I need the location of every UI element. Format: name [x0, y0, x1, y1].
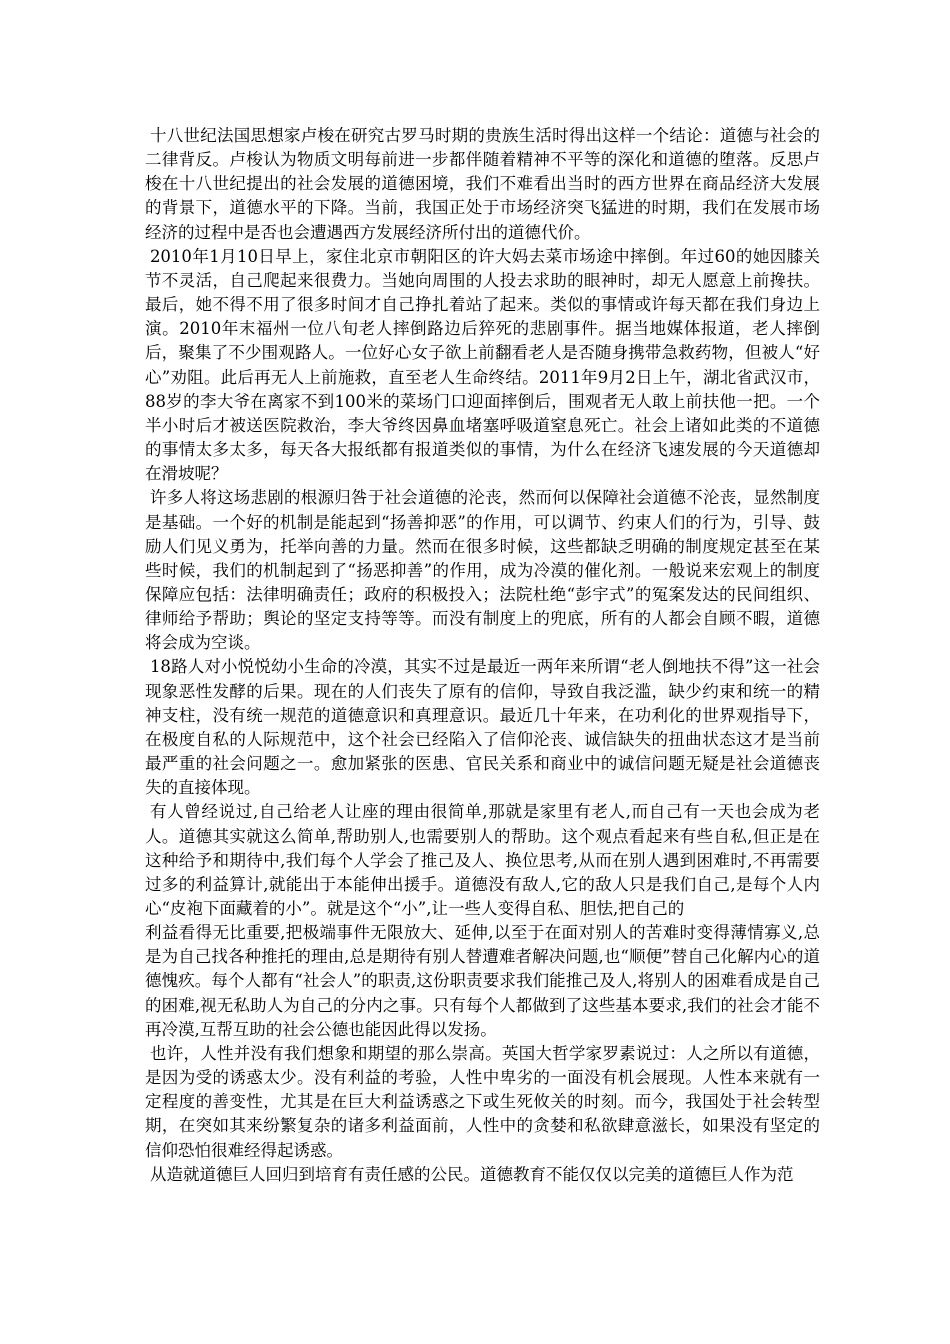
paragraph-xiaoyueyue: 18路人对小悦悦幼小生命的冷漠，其实不过是最近一两年来所谓“老人倒地扶不得”这一社会现象恶性发酵的后果。现在的人们丧失了原有的信仰，导致自我泛滥，缺少约束和统一的精神支柱，没有统一规范的道德意识和真理意识。最近几十年来，在功利化的世界观指导下，在极度自私的人际规范中，这个社会已经陷入了信仰沦丧、诚信缺失的扭曲状态这才是当前最严重的社会问题之一。愈加紧张的医患、官民关系和商业中的诚信问题无疑是社会道德丧失的直接体现。: [145, 657, 820, 798]
paragraph-give-seat: 有人曾经说过,自己给老人让座的理由很简单,那就是家里有老人,而自己有一天也会成为老人。道德其实就这么简单,帮助别人,也需要别人的帮助。这个观点看起来有些自私,但正是在这种给予和期待中,我们每个人学会了推己及人、换位思考,从而在别人遇到困难时,不再需要过多的利益算计,就能出于本能伸出援手。道德没有敌人,它的敌人只是我们自己,是每个人内心“皮袍下面藏着的小”。就是这个“小”,让一些人变得自私、胆怯,把自己的: [145, 802, 820, 918]
paragraph-institution: 许多人将这场悲剧的根源归咎于社会道德的沦丧，然而何以保障社会道德不沦丧，显然制度是基础。一个好的机制是能起到“扬善抑恶”的作用，可以调节、约束人们的行为，引导、鼓励人们见义勇为，托举向善的力量。然而在很多时候，这些都缺乏明确的制度规定甚至在某些时候，我们的机制起到了“扬恶抑善”的作用，成为冷漠的催化剂。一般说来宏观上的制度保障应包括：法律明确责任；政府的积极投入；法院杜绝“彭宇式”的冤案发达的民间组织、律师给予帮助；舆论的坚定支持等等。而没有制度上的兜底，所有的人都会自顾不暇，道德将会成为空谈。: [145, 488, 820, 653]
document-page: [145, 124, 820, 1187]
paragraph-fall-incidents: 2010年1月10日早上，家住北京市朝阳区的许大妈去菜市场途中摔倒。年过60的她因膝关节不灵活，自己爬起来很费力。当她向周围的人投去求助的眼神时，却无人愿意上前搀扶。最后，她不得不用了很多时间才自己挣扎着站了起来。类似的事情或许每天都在我们身边上演。2010年末福州一位八旬老人摔倒路边后猝死的悲剧事件。据当地媒体报道，老人摔倒后，聚集了不少围观路人。一位好心女子欲上前翻看老人是否随身携带急救药物，但被人“好心”劝阻。此后再无人上前施救，直至老人生命终结。2011年9月2日上午，湖北省武汉市，88岁的李大爷在离家不到100米的菜场门口迎面摔倒后，围观者无人敢上前扶他一把。一个半小时后才被送医院救治，李大爷终因鼻血堵塞呼吸道窒息死亡。社会上诸如此类的不道德的事情太多太多，每天各大报纸都有报道类似的事情，为什么在经济飞速发展的今天道德却在滑坡呢？: [145, 246, 820, 484]
paragraph-human-nature: 也许，人性并没有我们想象和期望的那么崇高。英国大哲学家罗素说过：人之所以有道德，是因为受的诱惑太少。没有利益的考验，人性中卑劣的一面没有机会展现。人性本来就有一定程度的善变性，尤其是在巨大利益诱惑之下或生死攸关的时刻。而今，我国处于社会转型期，在突如其来纷繁复杂的诸多利益面前，人性中的贪婪和私欲肆意滋长，如果没有坚定的信仰恐怕很难经得起诱惑。: [145, 1043, 820, 1160]
paragraph-responsible-citizen: 从造就道德巨人回归到培育有责任感的公民。道德教育不能仅仅以完美的道德巨人作为范: [149, 1164, 794, 1184]
paragraph-rousseau: 十八世纪法国思想家卢梭在研究古罗马时期的贵族生活时得出这样一个结论：道德与社会的二律背反。卢梭认为物质文明每前进一步都伴随着精神不平等的深化和道德的堕落。反思卢梭在十八世纪提出的社会发展的道德困境，我们不难看出当时的西方世界在商品经济大发展的背景下，道德水平的下降。当前，我国正处于市场经济突飞猛进的时期，我们在发展市场经济的过程中是否也会遭遇西方发展经济所付出的道德代价。: [145, 126, 820, 242]
paragraph-interest: 利益看得无比重要,把极端事件无限放大、延伸,以至于在面对别人的苦难时变得薄情寡义,总是为自己找各种推托的理由,总是期待有别人替遭难者解决问题,也“顺便”替自己化解内心的道德愧疚。每个人都有“社会人”的职责,这份职责要求我们能推己及人,将别人的困难看成是自己的困难,视无私助人为自己的分内之事。只有每个人都做到了这些基本要求,我们的社会才能不再冷漠,互帮互助的社会公德也能因此得以发扬。: [145, 923, 820, 1039]
